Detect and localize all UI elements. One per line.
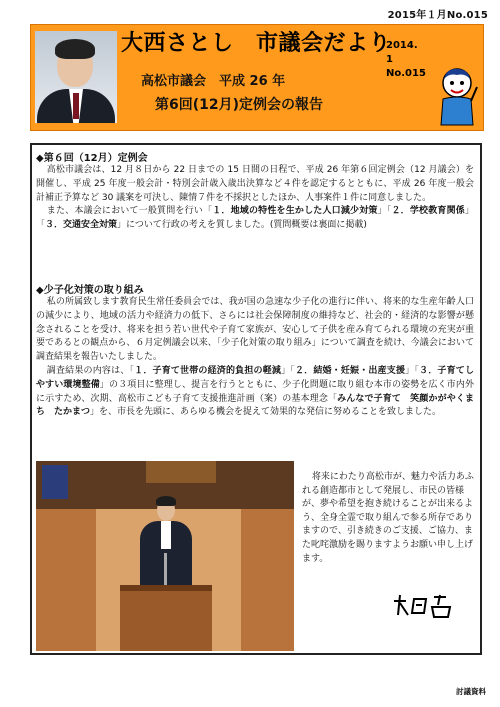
issue-number: [386, 39, 426, 81]
closing-message: 将来にわたり高松市が、魅力や活力あふれる創造都市として発展し、市民の皆様が、夢や希望を抱き続けることが出来るよう、全身全霊で取り組んで参る所存でありますので、引き続きのご支援、ご協力、また叱咤激励を賜りますようお願い申し上げます。: [302, 472, 474, 564]
subtitle-report: 第6回(12月)定例会の報告: [155, 97, 324, 113]
newsletter-header: [30, 24, 484, 131]
section-regular-session: [36, 149, 474, 233]
section-birthrate: [36, 281, 474, 420]
section2-heading: ◆少子化対策の取り組み: [36, 285, 144, 296]
subtitle-council: 高松市議会 平成 26 年: [141, 74, 286, 89]
issue-date: 2015年１月No.015: [387, 10, 488, 21]
newsletter-title: 大西さとし 市議会だより: [121, 31, 392, 56]
footer-label: 討議資料: [456, 687, 486, 696]
section1-para2: また、本議会において一般質問を行い「１．地域の特性を生かした人口減少対策」「２．学校教育関係」「３．交通安全対策」について行政の考えを質しました。(質問概要は裏面に掲載): [36, 206, 474, 231]
section2-para1: 私の所属致します教育民生常任委員会では、我が国の急速な少子化の進行に伴い、将来的な生産年齢人口の減少により、地域の活力や経済力の低下、さらには社会保障制度の維持など、社会的・経済的な影響が懸念されることを受け、将来を担う若い世代や子育て家族が、安心して子供を産み育てられる環境の充実が重要であるとの観点から、６月定例議会以来、「少子化対策の取り組み」について調査を続け、今議会において調査結果を報告いたしました。: [36, 297, 474, 363]
section1-para1: 高松市議会は、12 月８日から 22 日までの 15 日間の日程で、平成 26 年第６回定例会（12 月議会）を開催し、平成 25 年度一般会計・特別会計歳入歳出決算など４件を認定するとともに、平成 26 年度一般会計補正予算など 30 議案を可決し、陳情７件を不採択としたほか、人事案件１件に同意しました。: [36, 165, 474, 203]
mascot-illustration: [435, 65, 479, 127]
section2-para2: 調査結果の内容は、「１．子育て世帯の経済的負担の軽減」「２．結婚・妊娠・出産支援」「３．子育てしやすい環境整備」の３項目に整理し、提言を行うとともに、少子化問題に取り組む本市の姿勢を広く市内外に示すため、次期、高松市こども子育て支援推進計画（案）の基本理念「みんなで子育て 笑顔かがやくまち たかまつ」を、市長を先頭に、あらゆる機会を捉えて効果的な発信に努めることを致しました。: [36, 365, 474, 418]
issue-year: 2014. 1: [386, 40, 418, 65]
signature: [390, 591, 460, 619]
portrait-photo: [35, 31, 117, 123]
council-speech-photo: [36, 461, 294, 651]
section1-heading: ◆第６回（12月）定例会: [36, 153, 148, 164]
issue-no: No.015: [386, 68, 426, 79]
report-frame: [30, 143, 482, 655]
